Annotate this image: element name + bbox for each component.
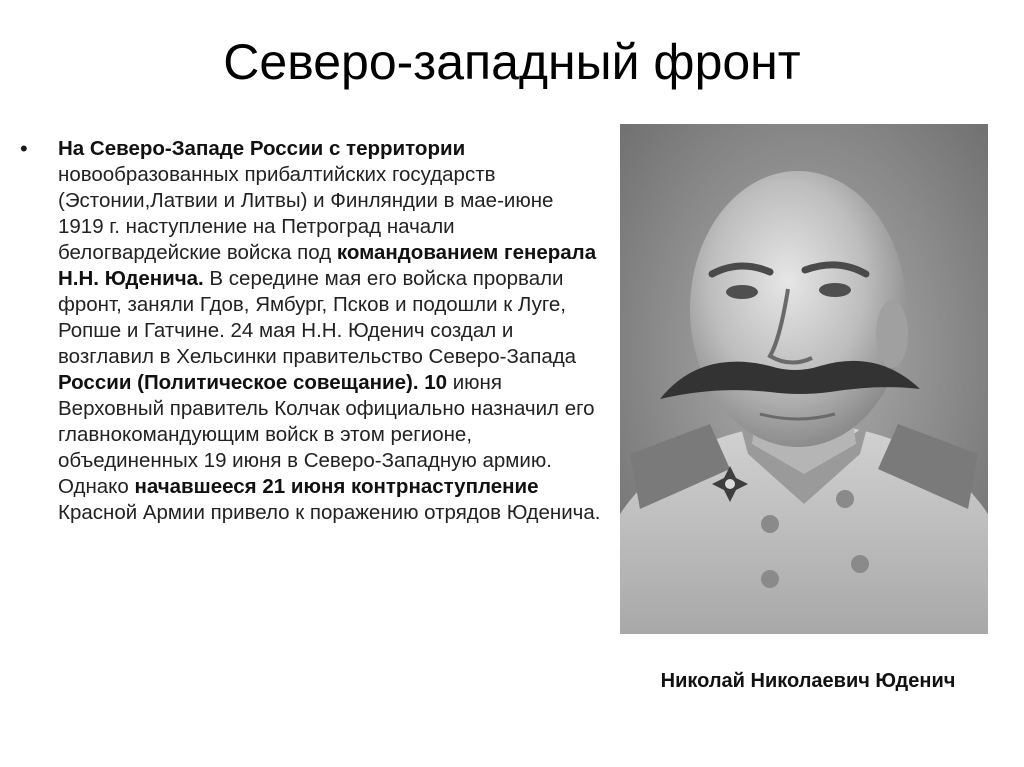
portrait-illustration: [620, 124, 988, 634]
bullet-paragraph: [58, 136, 603, 526]
paragraph-bold-7: начавшееся 21 июня контрнаступление: [134, 475, 539, 498]
paragraph-bold-1: На Северо-Западе России с территории: [58, 137, 466, 160]
portrait-caption: Николай Николаевич Юденич: [660, 670, 956, 692]
paragraph-bold-5: России (Политическое совещание). 10: [58, 371, 448, 394]
portrait-photo: [620, 124, 988, 634]
paragraph-text-4: В середине мая его войска прорвали фронт, заняли Гдов, Ямбург, Псков и подошли к Луге, Ропше и Гатчине. 24 мая Н.Н. Юденич создал и возглавил в Хельсинки правительство Северо-Запада: [58, 267, 577, 368]
bullet-icon: •: [20, 136, 28, 161]
paragraph-text-6: июня Верховный правитель Колчак официально назначил его главнокомандующим войск в этом регионе, объединенных 19 июня в Северо-Западную армию. Однако: [58, 371, 595, 498]
paragraph-bold-3: командованием генерала Н.Н. Юденича.: [58, 241, 597, 290]
paragraph-text-2: новообразованных прибалтийских государств (Эстонии,Латвии и Литвы) и Финляндии в мае-июне 1919 г. наступление на Петроград начали белогвардейские войска под: [58, 163, 554, 264]
slide-title: Северо-западный фронт: [223, 34, 801, 90]
paragraph-text-8: Красной Армии привело к поражению отрядов Юденича.: [58, 501, 601, 524]
